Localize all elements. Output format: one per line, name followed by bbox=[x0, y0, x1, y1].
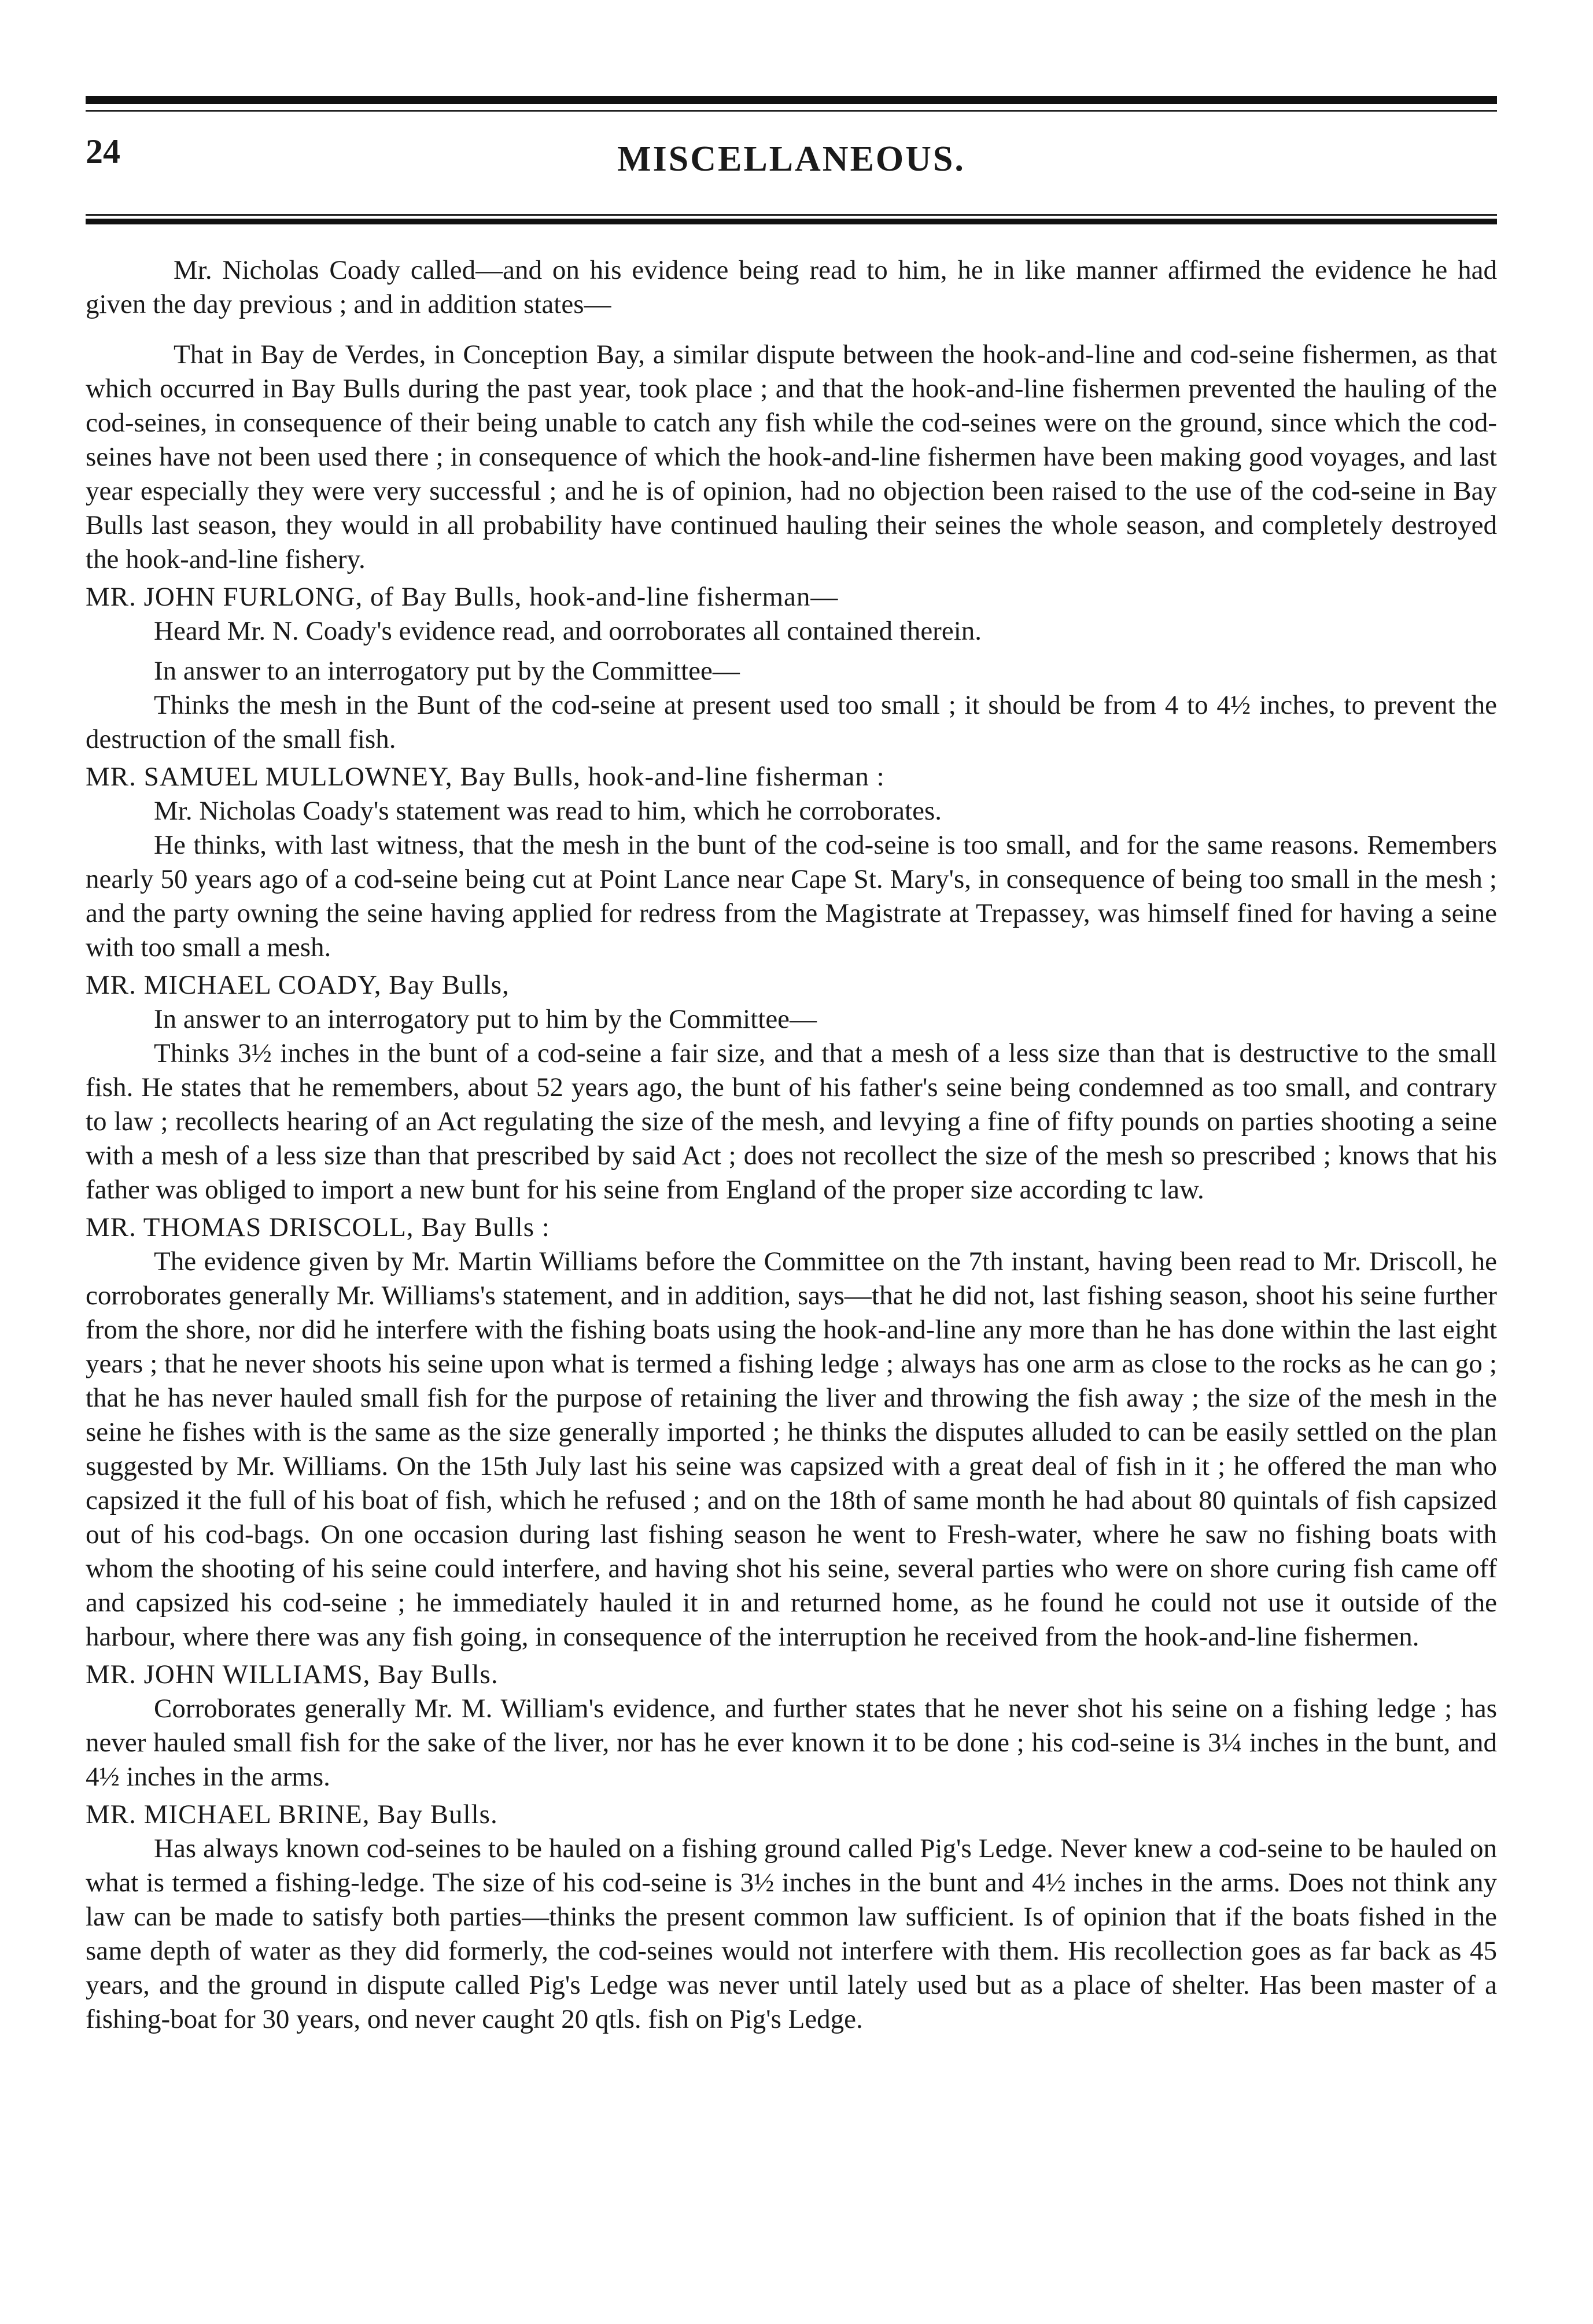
witness-brine bbox=[86, 1798, 1497, 2037]
witness-line: In answer to an interrogatory put by the Committee— bbox=[154, 656, 740, 686]
paragraph-coady-called: Mr. Nicholas Coady called—and on his evidence being read to him, he in like manner affirmed the evidence he had given the day previous ; and in addition states— bbox=[86, 255, 1497, 319]
witness-heading: MR. JOHN FURLONG, of Bay Bulls, hook-and-line fisherman— bbox=[86, 582, 839, 612]
witness-heading: MR. MICHAEL COADY, Bay Bulls, bbox=[86, 970, 510, 1000]
witness-line: Heard Mr. N. Coady's evidence read, and oorroborates all contained therein. bbox=[154, 616, 982, 646]
page-number: 24 bbox=[86, 132, 120, 171]
witness-driscoll bbox=[86, 1211, 1497, 1654]
witness-mullowney bbox=[86, 760, 1497, 965]
witness-line: He thinks, with last witness, that the mesh in the bunt of the cod-seine is too small, and for the same reasons. Remembers nearly 50 years ago of a cod-seine being cut at Point Lance near Cape St. Mary's, in consequence of being too small in the mesh ; and the party owning the seine having applied for redress from the Magistrate at Trepassey, was himself fined for having a seine with too small a mesh. bbox=[86, 830, 1497, 962]
witness-line: In answer to an interrogatory put to him by the Committee— bbox=[154, 1004, 817, 1034]
witness-line: Thinks the mesh in the Bunt of the cod-seine at present used too small ; it should be from 4 to 4½ inches, to prevent the destruction of the small fish. bbox=[86, 690, 1497, 754]
witness-line: The evidence given by Mr. Martin Williams before the Committee on the 7th instant, having been read to Mr. Driscoll, he corroborates generally Mr. Williams's statement, and in addition, says—that he did not, last fishing season, shoot his seine further from the shore, nor did he interfere with the fishing boats using the hook-and-line any more than he has done within the last eight years ; that he never shoots his seine upon what is termed a fishing ledge ; always has one arm as close to the rocks as he can go ; that he has never hauled small fish for the purpose of retaining the liver and throwing the fish away ; the size of the mesh in the seine he fishes with is the same as the size generally imported ; he thinks the disputes alluded to can be easily settled on the plan suggested by Mr. Williams. On the 15th July last his seine was capsized with a great deal of fish in it ; he offered the man who capsized it the full of his boat of fish, which he refused ; and on the 18th of same month he had about 80 quintals of fish capsized out of his cod-bags. On one occasion during last fishing season he went to Fresh-water, where he saw no fishing boats with whom the shooting of his seine could interfere, and having shot his seine, several parties who were on shore curing fish came off and capsized his cod-seine ; he immediately hauled it in and returned home, as he found he could not use it outside of the harbour, where there was any fish going, in consequence of the interruption he received from the hook-and-line fishermen. bbox=[86, 1246, 1497, 1652]
witness-line: Mr. Nicholas Coady's statement was read to him, which he corroborates. bbox=[154, 796, 942, 826]
witness-michael-coady bbox=[86, 968, 1497, 1207]
witness-john-williams bbox=[86, 1658, 1497, 1794]
body-text bbox=[86, 253, 1497, 2037]
witness-heading: MR. MICHAEL BRINE, Bay Bulls. bbox=[86, 1799, 498, 1829]
running-head: MISCELLANEOUS. bbox=[617, 139, 965, 179]
header-thick-rule bbox=[86, 219, 1497, 224]
top-thick-rule bbox=[86, 96, 1497, 104]
witness-line: Has always known cod-seines to be hauled on a fishing ground called Pig's Ledge. Never knew a cod-seine to be hauled on what is termed a fishing-ledge. The size of his cod-seine is 3½ inches in the bunt and 4½ inches in the arms. Does not think any law can be made to satisfy both parties—thinks the present common law sufficient. Is of opinion that if the boats fished in the same depth of water as they did formerly, the cod-seines would not interfere with them. His recollection goes as far back as 45 years, and the ground in dispute called Pig's Ledge was never until lately used but as a place of shelter. Has been master of a fishing-boat for 30 years, ond never caught 20 qtls. fish on Pig's Ledge. bbox=[86, 1834, 1497, 2034]
witness-heading: MR. SAMUEL MULLOWNEY, Bay Bulls, hook-and-line fisherman : bbox=[86, 762, 885, 792]
header-thin-rule bbox=[86, 214, 1497, 216]
witness-heading: MR. THOMAS DRISCOLL, Bay Bulls : bbox=[86, 1212, 550, 1242]
witness-heading: MR. JOHN WILLIAMS, Bay Bulls. bbox=[86, 1659, 499, 1689]
paragraph-bay-de-verdes: That in Bay de Verdes, in Conception Bay, a similar dispute between the hook-and-line and cod-seine fishermen, as that which occurred in Bay Bulls during the past year, took place ; and that the hook-and-line fishermen prevented the hauling of the cod-seines, in consequence of their being unable to catch any fish while the cod-seines were on the ground, since which the cod-seines have not been used there ; in consequence of which the hook-and-line fishermen have been making good voyages, and last year especially they were very successful ; and he is of opinion, had no objection been raised to the use of the cod-seine in Bay Bulls last season, they would in all probability have continued hauling their seines the whole season, and completely destroyed the hook-and-line fishery. bbox=[86, 340, 1497, 574]
page-header bbox=[86, 116, 1497, 202]
top-thin-rule bbox=[86, 110, 1497, 112]
witness-line: Corroborates generally Mr. M. William's evidence, and further states that he never shot his seine on a fishing ledge ; has never hauled small fish for the sake of the liver, nor has he ever known it to be done ; his cod-seine is 3¼ inches in the bunt, and 4½ inches in the arms. bbox=[86, 1694, 1497, 1792]
witness-furlong bbox=[86, 580, 1497, 757]
witness-line: Thinks 3½ inches in the bunt of a cod-seine a fair size, and that a mesh of a less size than that is destructive to the small fish. He states that he remembers, about 52 years ago, the bunt of his father's seine being condemned as too small, and contrary to law ; recollects hearing of an Act regulating the size of the mesh, and levying a fine of fifty pounds on parties shooting a seine with a mesh of a less size than that prescribed by said Act ; does not recollect the size of the mesh so prescribed ; knows that his father was obliged to import a new bunt for his seine from England of the proper size according tc law. bbox=[86, 1038, 1497, 1205]
